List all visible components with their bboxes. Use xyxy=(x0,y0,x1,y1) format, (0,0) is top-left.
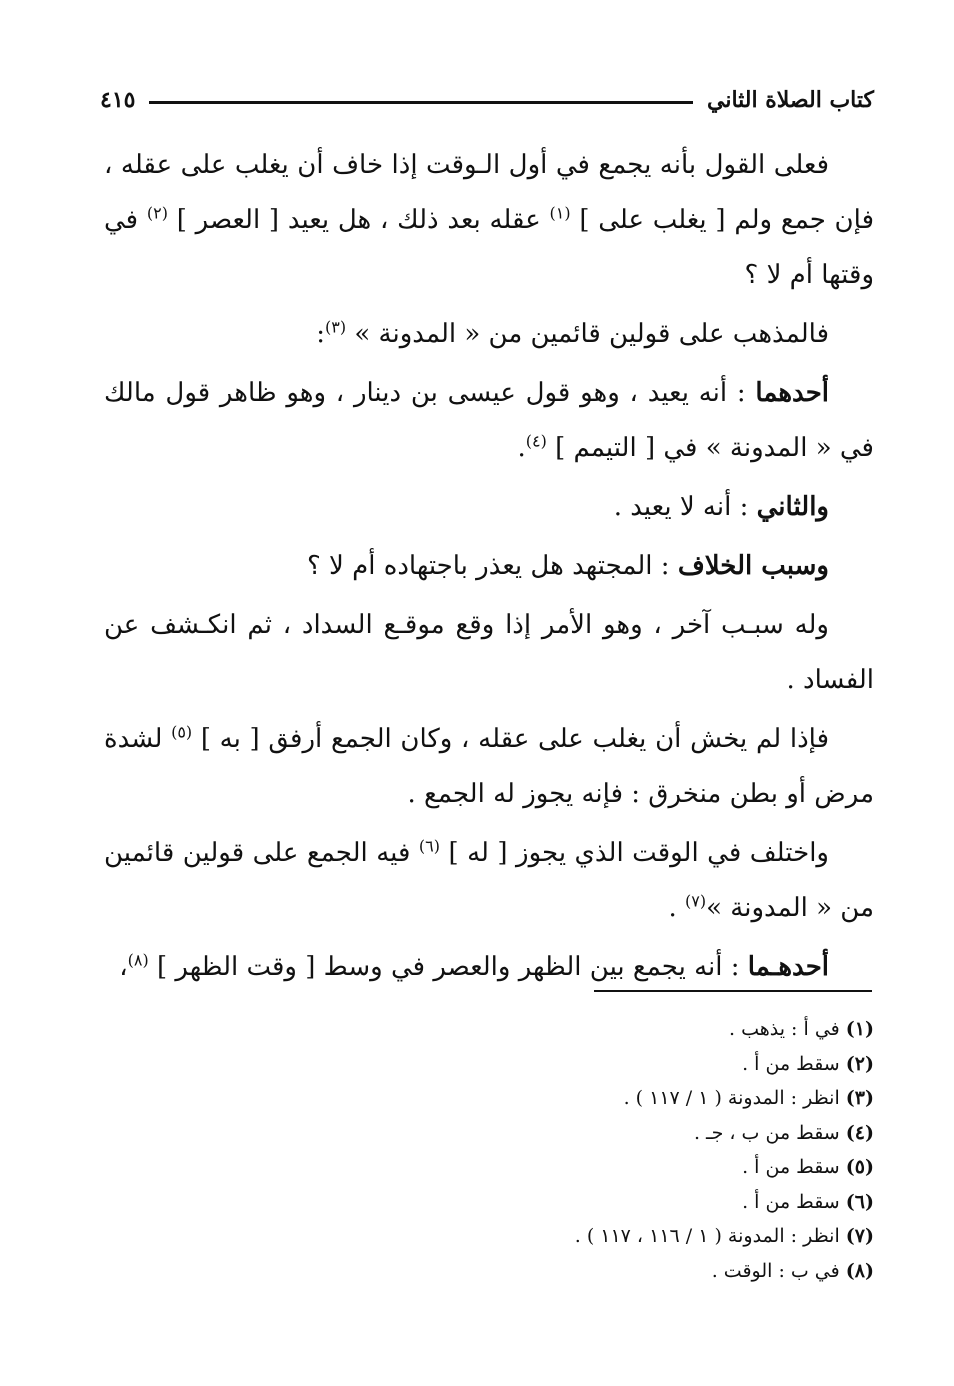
paragraph xyxy=(104,138,874,303)
footnote-marker: (٢) xyxy=(146,203,168,223)
footnote-number: (٦) xyxy=(845,1190,874,1213)
paragraph-label: أحدهما xyxy=(755,378,829,408)
footnote-separator xyxy=(594,990,872,992)
paragraph xyxy=(104,826,874,936)
paragraph xyxy=(104,307,874,362)
text-segment: . xyxy=(517,433,526,463)
footnote-marker: (٧) xyxy=(685,891,707,911)
footnote-text: انظر : المدونة ( ١ / ١١٦ ، ١١٧ ) . xyxy=(574,1225,840,1247)
footnote xyxy=(300,1116,874,1151)
footnote xyxy=(300,1185,874,1220)
footnote-text: انظر : المدونة ( ١ / ١١٧ ) . xyxy=(623,1087,840,1109)
text-segment: فيه الجمع على قولين قائمين من « المدونة » xyxy=(104,838,874,923)
main-text xyxy=(104,138,874,999)
footnote xyxy=(300,1047,874,1082)
text-segment: واختلف في الوقت الذي يجوز [ له ] xyxy=(439,838,829,868)
text-segment: ، xyxy=(119,952,128,982)
footnote-text: في ب : الوقت . xyxy=(711,1259,840,1282)
text-segment: وله سبـب آخر ، وهو الأمر إذا وقع موقـع السداد ، ثم انكـشف عن الفساد . xyxy=(104,610,874,695)
text-segment: : أنه يعيد ، وهو قول عيسى بن دينار ، وهو ظاهر قول مالك في « المدونة » في [ التيمم ] xyxy=(104,378,874,463)
footnote-number: (٤) xyxy=(845,1121,874,1144)
paragraph xyxy=(104,712,874,822)
paragraph xyxy=(104,366,874,476)
text-segment: . xyxy=(668,893,686,923)
footnote-text: في أ : يذهب . xyxy=(729,1018,840,1040)
header-rule xyxy=(149,101,693,104)
paragraph xyxy=(104,539,874,594)
text-segment: فعلى القول بأنه يجمع في أول الـوقت إذا خاف أن يغلب على عقله ، فإن جمع ولم [ يغلب على ] xyxy=(104,150,874,235)
running-header xyxy=(100,80,874,120)
footnote-number: (١) xyxy=(845,1018,874,1040)
footnote-number: (٢) xyxy=(845,1052,874,1075)
text-segment: فإذا لم يخش أن يغلب على عقله ، وكان الجمع أرفق [ به ] xyxy=(192,724,830,754)
text-segment: عقله بعد ذلك ، هل يعيد [ العصر ] xyxy=(167,205,550,235)
paragraph xyxy=(104,940,874,995)
footnote-marker: (٨) xyxy=(127,950,149,970)
footnote-marker: (٣) xyxy=(325,317,347,337)
footnote-marker: (٦) xyxy=(418,836,440,856)
footnote xyxy=(300,1012,874,1047)
text-segment: لشدة مرض أو بطن منخرق : فإنه يجوز له الجمع . xyxy=(104,724,874,809)
footnote-marker: (٤) xyxy=(525,431,547,451)
paragraph xyxy=(104,480,874,535)
footnote xyxy=(300,1254,874,1289)
footnote-marker: (٥) xyxy=(171,722,193,742)
paragraph-label: أحدهـما xyxy=(747,952,829,982)
page-number: ٤١٥ xyxy=(100,87,136,113)
paragraph-label: وسبب الخلاف xyxy=(677,551,829,581)
footnote-text: سقط من أ . xyxy=(742,1052,840,1075)
text-segment: : المجتهد هل يعذر باجتهاده أم لا ؟ xyxy=(306,551,678,581)
footnote xyxy=(300,1081,874,1116)
text-segment: فالمذهب على قولين قائمين من « المدونة » xyxy=(346,319,829,349)
footnote-number: (٨) xyxy=(845,1259,874,1282)
footnote-text: سقط من أ . xyxy=(742,1190,840,1213)
footnote-number: (٣) xyxy=(845,1087,874,1109)
footnote-text: سقط من أ . xyxy=(742,1156,840,1178)
footnote xyxy=(300,1150,874,1185)
footnote-number: (٧) xyxy=(845,1225,874,1247)
text-segment: : xyxy=(316,319,326,349)
text-segment: : أنه يجمع بين الظهر والعصر في وسط [ وقت الظهر ] xyxy=(148,952,748,982)
running-title: كتاب الصلاة الثاني xyxy=(706,87,874,113)
text-segment: : أنه لا يعيد . xyxy=(613,492,757,522)
footnote-text: سقط من ب ، جـ . xyxy=(693,1121,840,1144)
footnote xyxy=(300,1219,874,1254)
footnote-marker: (١) xyxy=(549,203,571,223)
footnotes xyxy=(300,1012,874,1288)
text-segment: في وقتها أم لا ؟ xyxy=(104,205,874,290)
paragraph xyxy=(104,598,874,708)
paragraph-label: والثاني xyxy=(756,492,829,522)
footnote-number: (٥) xyxy=(845,1156,874,1178)
